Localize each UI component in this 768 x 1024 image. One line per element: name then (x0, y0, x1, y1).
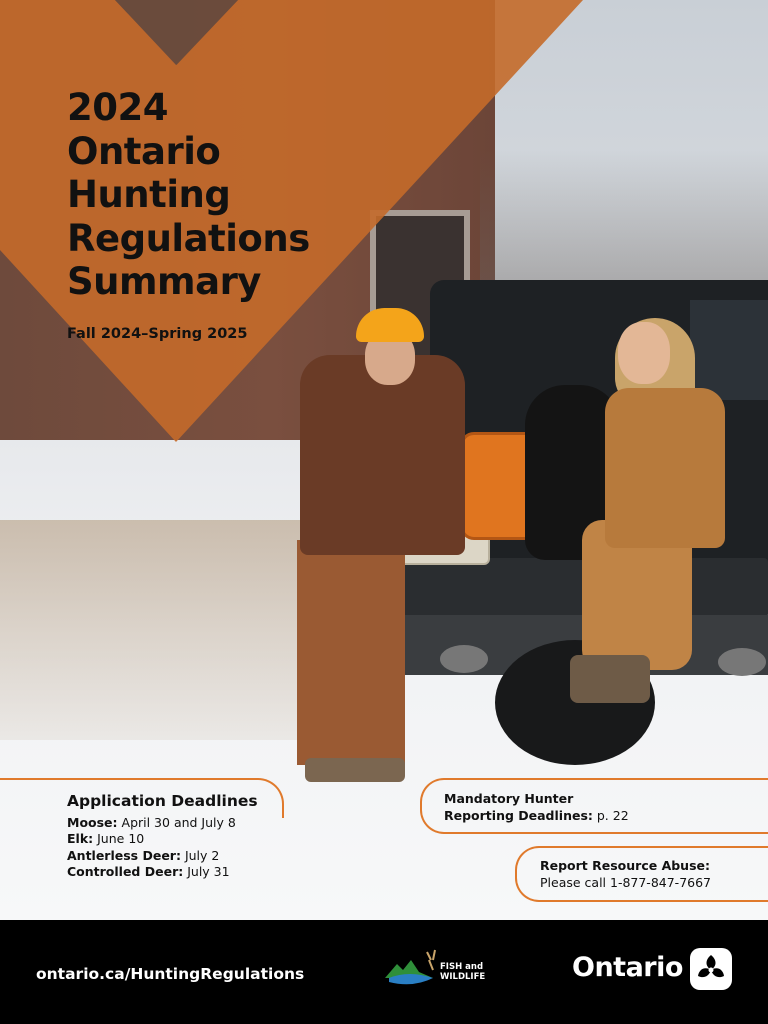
deadline-label: Controlled Deer: (67, 863, 184, 879)
report-abuse-label: Report Resource Abuse: (540, 858, 711, 873)
deadline-value: July 31 (187, 863, 230, 879)
report-abuse-phone: Please call 1-877-847-7667 (540, 875, 712, 890)
fw-line2: WILDLIFE (440, 972, 486, 982)
exhaust-pipe (440, 645, 488, 673)
cover-subtitle: Fall 2024–Spring 2025 (67, 326, 248, 342)
ontario-wordmark: Ontario (572, 952, 683, 983)
deadline-label: Antlerless Deer: (67, 847, 181, 863)
mandatory-reporting (444, 790, 629, 824)
hunter-coat (300, 355, 465, 555)
fw-line1: FISH and (440, 962, 484, 972)
antler-shape (427, 950, 435, 970)
application-deadlines (67, 791, 327, 880)
hunter-vest (605, 388, 725, 548)
title-line: Regulations (67, 216, 310, 260)
trillium-center (709, 968, 714, 973)
deadlines-heading: Application Deadlines (67, 792, 258, 810)
title-line: 2024 (67, 86, 168, 129)
title-line: Ontario (67, 129, 221, 173)
deadline-value: June 10 (97, 831, 145, 847)
deadline-value: July 2 (184, 847, 220, 863)
deadline-label: Moose: (67, 815, 118, 830)
truck-window (690, 300, 768, 400)
deadline-value: April 30 and July 8 (121, 815, 236, 830)
hunter-head (618, 322, 670, 384)
mandatory-line1: Mandatory Hunter (444, 791, 574, 806)
deadline-row (67, 848, 327, 864)
deadline-label: Elk: (67, 831, 94, 847)
trillium-icon (690, 948, 732, 990)
hunter-boots (570, 655, 650, 703)
exhaust-pipe (718, 648, 766, 676)
hunter-pants (297, 540, 405, 765)
hunter-boots (305, 758, 405, 782)
title-line: Hunting (67, 173, 231, 216)
title-line: Summary (67, 260, 261, 303)
report-abuse (540, 857, 711, 891)
mandatory-line2-label: Reporting Deadlines: (444, 808, 593, 823)
footer-url-link[interactable]: ontario.ca/HuntingRegulations (36, 965, 305, 983)
mandatory-page-ref: p. 22 (596, 808, 629, 823)
deadline-row (67, 815, 327, 831)
dry-grass (0, 520, 300, 740)
cover-title (67, 86, 367, 304)
deadline-row (67, 831, 327, 847)
deadline-row (67, 864, 327, 880)
fish-and-wildlife-wordmark (440, 962, 485, 982)
